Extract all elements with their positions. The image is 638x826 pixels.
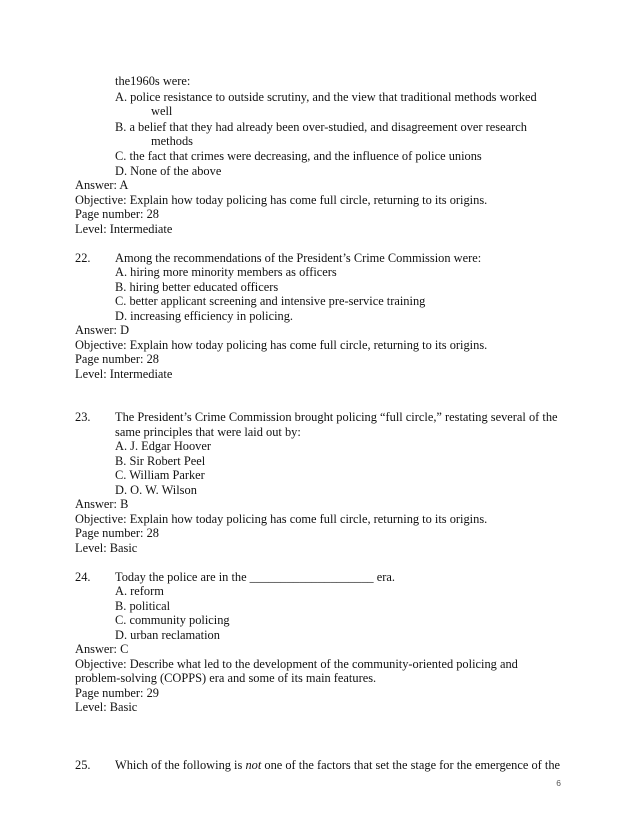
question-21-option-d: D. None of the above [115, 164, 222, 178]
question-23-option-a: A. J. Edgar Hoover [115, 439, 212, 453]
question-25-stem-before: Which of the following is [115, 758, 246, 772]
question-21-option-b: B. a belief that they had already been over-studied, and disagreement over research [115, 120, 527, 134]
question-24-objective-line1: Objective: Describe what led to the development of the community-oriented policing and [75, 657, 518, 671]
question-21-option-b-cont: methods [151, 134, 193, 148]
page-number: 6 [556, 778, 561, 788]
question-25-number: 25. [75, 758, 91, 772]
question-24-option-a: A. reform [115, 584, 164, 598]
question-22-stem: Among the recommendations of the President’s Crime Commission were: [115, 251, 482, 265]
question-25-stem-emphasis: not [245, 758, 262, 772]
question-21-option-a: A. police resistance to outside scrutiny, and the view that traditional methods worked [115, 90, 537, 104]
question-24-stem: Today the police are in the ____________________ era. [115, 570, 395, 584]
question-23-option-c: C. William Parker [115, 468, 205, 482]
question-21-option-c: C. the fact that crimes were decreasing, and the influence of police unions [115, 149, 482, 163]
question-24-option-d: D. urban reclamation [115, 628, 220, 642]
question-23-page: Page number: 28 [75, 526, 159, 540]
question-22-option-b: B. hiring better educated officers [115, 280, 279, 294]
question-21-level: Level: Intermediate [75, 222, 173, 236]
question-23-answer: Answer: B [75, 497, 129, 511]
question-24-objective-line2: problem-solving (COPPS) era and some of its main features. [75, 671, 377, 685]
question-24-page: Page number: 29 [75, 686, 159, 700]
question-21-stem-tail: the1960s were: [115, 74, 191, 88]
question-22-answer: Answer: D [75, 323, 130, 337]
question-24-option-c: C. community policing [115, 613, 230, 627]
question-21-answer: Answer: A [75, 178, 129, 192]
question-22-objective: Objective: Explain how today policing has come full circle, returning to its origins. [75, 338, 488, 352]
question-21-page: Page number: 28 [75, 207, 159, 221]
question-24-option-b: B. political [115, 599, 171, 613]
question-22-option-a: A. hiring more minority members as officers [115, 265, 337, 279]
question-22-number: 22. [75, 251, 91, 265]
question-22-page: Page number: 28 [75, 352, 159, 366]
question-23-option-d: D. O. W. Wilson [115, 483, 197, 497]
question-24-answer: Answer: C [75, 642, 129, 656]
question-25-stem-after: one of the factors that set the stage for the emergence of the [261, 758, 561, 772]
question-24-level: Level: Basic [75, 700, 138, 714]
question-23-objective: Objective: Explain how today policing has come full circle, returning to its origins. [75, 512, 488, 526]
question-23-stem-line1: The President’s Crime Commission brought policing “full circle,” restating several of the [115, 410, 558, 424]
question-21-objective: Objective: Explain how today policing has come full circle, returning to its origins. [75, 193, 488, 207]
question-21-option-a-cont: well [151, 104, 173, 118]
question-23-level: Level: Basic [75, 541, 138, 555]
question-24-number: 24. [75, 570, 91, 584]
question-23-number: 23. [75, 410, 91, 424]
question-25-stem [115, 758, 560, 773]
question-22-option-d: D. increasing efficiency in policing. [115, 309, 294, 323]
question-23-option-b: B. Sir Robert Peel [115, 454, 206, 468]
question-23-stem-line2: same principles that were laid out by: [115, 425, 301, 439]
question-22-level: Level: Intermediate [75, 367, 173, 381]
question-22-option-c: C. better applicant screening and intensive pre-service training [115, 294, 426, 308]
